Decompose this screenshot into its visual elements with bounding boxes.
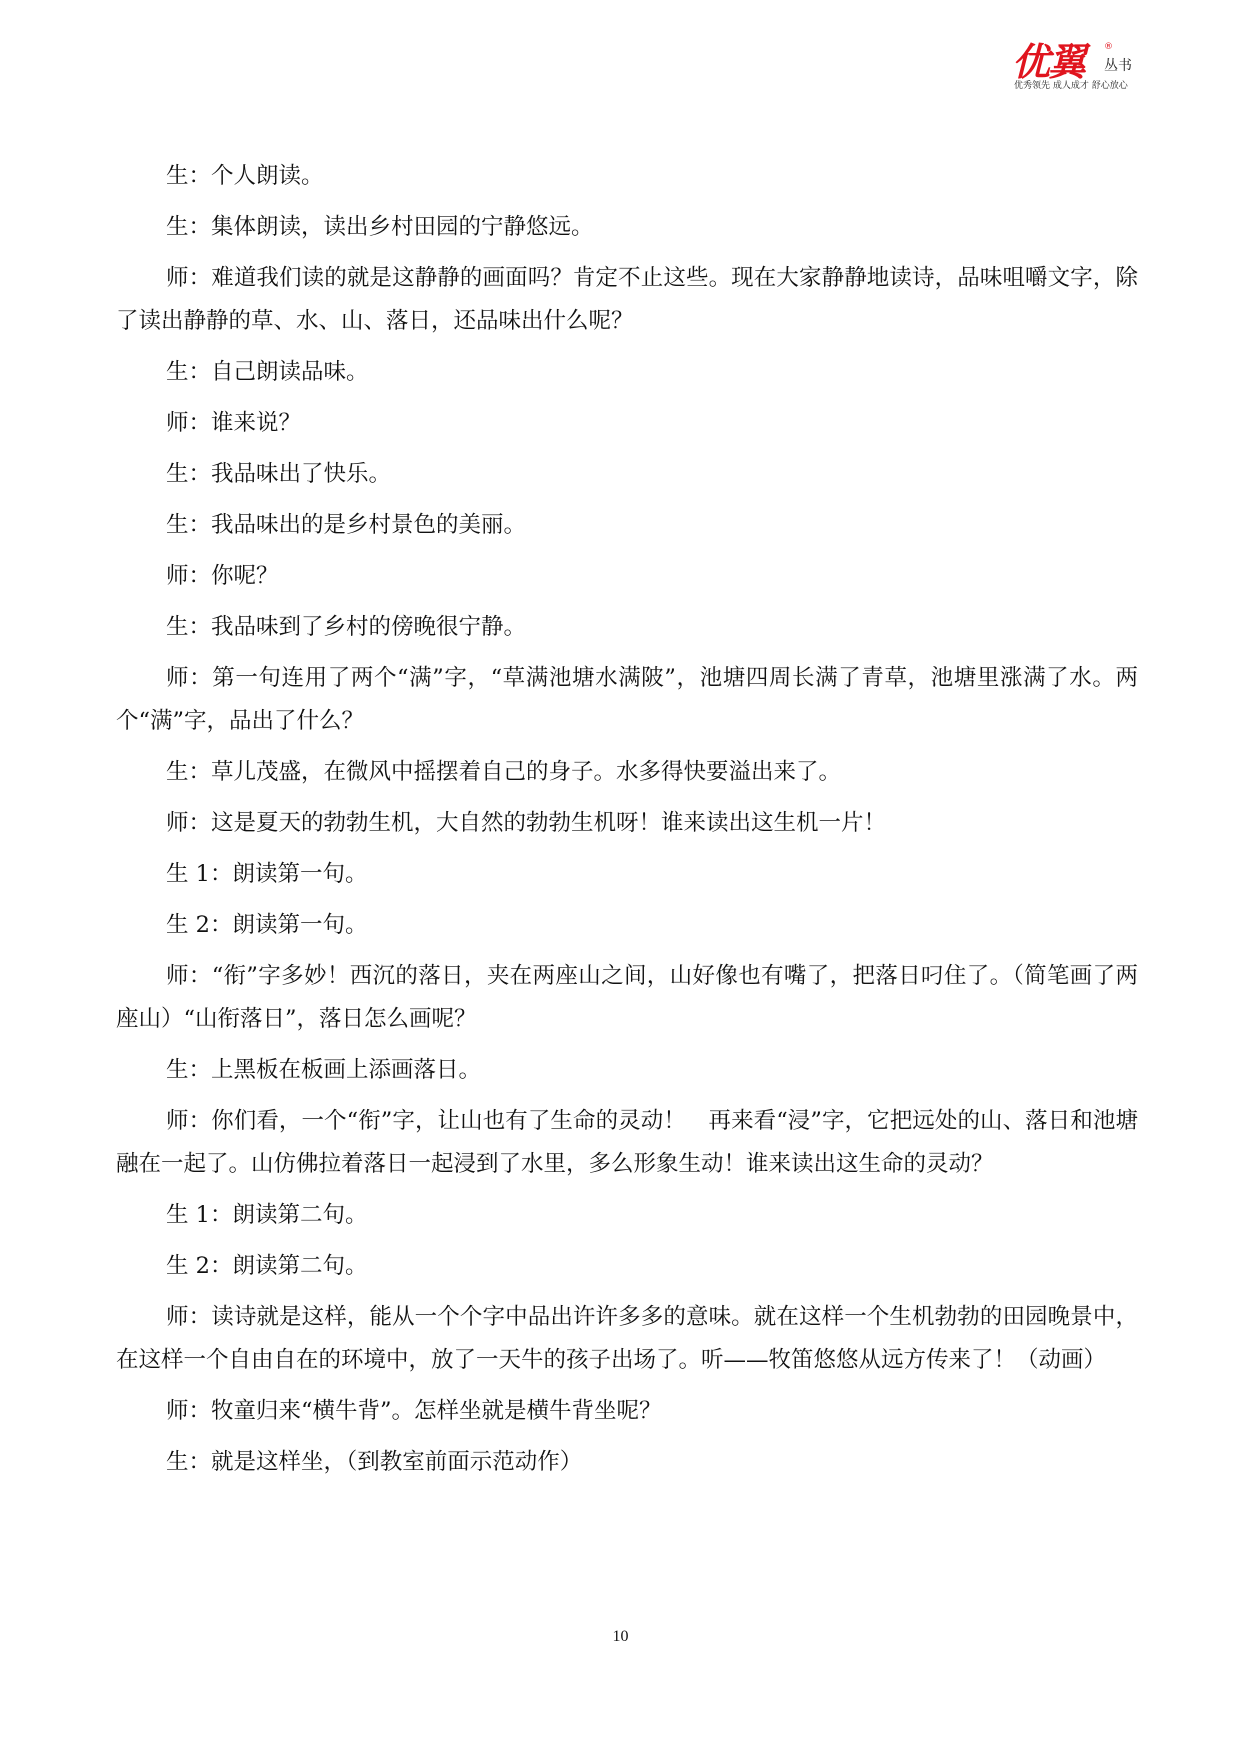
paragraph: 师：你们看，一个“衔”字，让山也有了生命的灵动！ 再来看“浸”字，它把远处的山、落日和池塘融在一起了。山仿佛拉着落日一起浸到了水里，多么形象生动！谁来读出这生命的灵动？ [116, 1108, 1138, 1177]
paragraph: 师：难道我们读的就是这静静的画面吗？肯定不止这些。现在大家静静地读诗，品味咀嚼文字，除了读出静静的草、水、山、落日，还品味出什么呢？ [116, 265, 1138, 334]
document-body [116, 155, 1138, 1492]
logo-slogan: 优秀领先 成人成才 舒心放心 [1014, 81, 1128, 91]
paragraph: 师：第一句连用了两个“满”字，“草满池塘水满陂”，池塘四周长满了青草，池塘里涨满了水。两个“满”字，品出了什么？ [116, 665, 1138, 734]
paragraph: 生：自己朗读品味。 [166, 359, 369, 385]
paragraph: 师：这是夏天的勃勃生机，大自然的勃勃生机呀！谁来读出这生机一片！ [166, 810, 887, 836]
paragraph: 生 1：朗读第二句。 [166, 1202, 368, 1228]
publisher-logo [1012, 40, 1142, 96]
paragraph: 生：我品味出的是乡村景色的美丽。 [166, 512, 527, 538]
paragraph: 生 1：朗读第一句。 [166, 861, 368, 887]
paragraph: 师：牧童归来“横牛背”。怎样坐就是横牛背坐呢？ [166, 1398, 662, 1424]
page-number: 10 [612, 1628, 629, 1645]
paragraph: 师：“衔”字多妙！西沉的落日，夹在两座山之间，山好像也有嘴了，把落日叼住了。（简笔画了两座山）“山衔落日”，落日怎么画呢？ [116, 963, 1138, 1032]
logo-text: 优翼 [1012, 40, 1085, 84]
paragraph: 生 2：朗读第二句。 [166, 1253, 368, 1279]
paragraph: 师：你呢？ [166, 563, 279, 589]
paragraph: 生：草儿茂盛，在微风中摇摆着自己的身子。水多得快要溢出来了。 [166, 759, 842, 785]
paragraph: 师：读诗就是这样，能从一个个字中品出许许多多的意味。就在这样一个生机勃勃的田园晚景中，在这样一个自由自在的环境中，放了一天牛的孩子出场了。听——牧笛悠悠从远方传来了！（动画） [116, 1304, 1138, 1373]
registered-mark-icon: ® [1104, 42, 1113, 52]
paragraph: 师：谁来说？ [166, 410, 302, 436]
paragraph: 生：我品味到了乡村的傍晚很宁静。 [166, 614, 527, 640]
paragraph: 生 2：朗读第一句。 [166, 912, 368, 938]
paragraph: 生：上黑板在板画上添画落日。 [166, 1057, 482, 1083]
paragraph: 生：个人朗读。 [166, 163, 324, 189]
paragraph: 生：我品味出了快乐。 [166, 461, 392, 487]
paragraph: 生：集体朗读，读出乡村田园的宁静悠远。 [166, 214, 594, 240]
logo-series-label: 丛书 [1104, 58, 1132, 74]
paragraph: 生：就是这样坐，（到教室前面示范动作） [166, 1449, 583, 1475]
